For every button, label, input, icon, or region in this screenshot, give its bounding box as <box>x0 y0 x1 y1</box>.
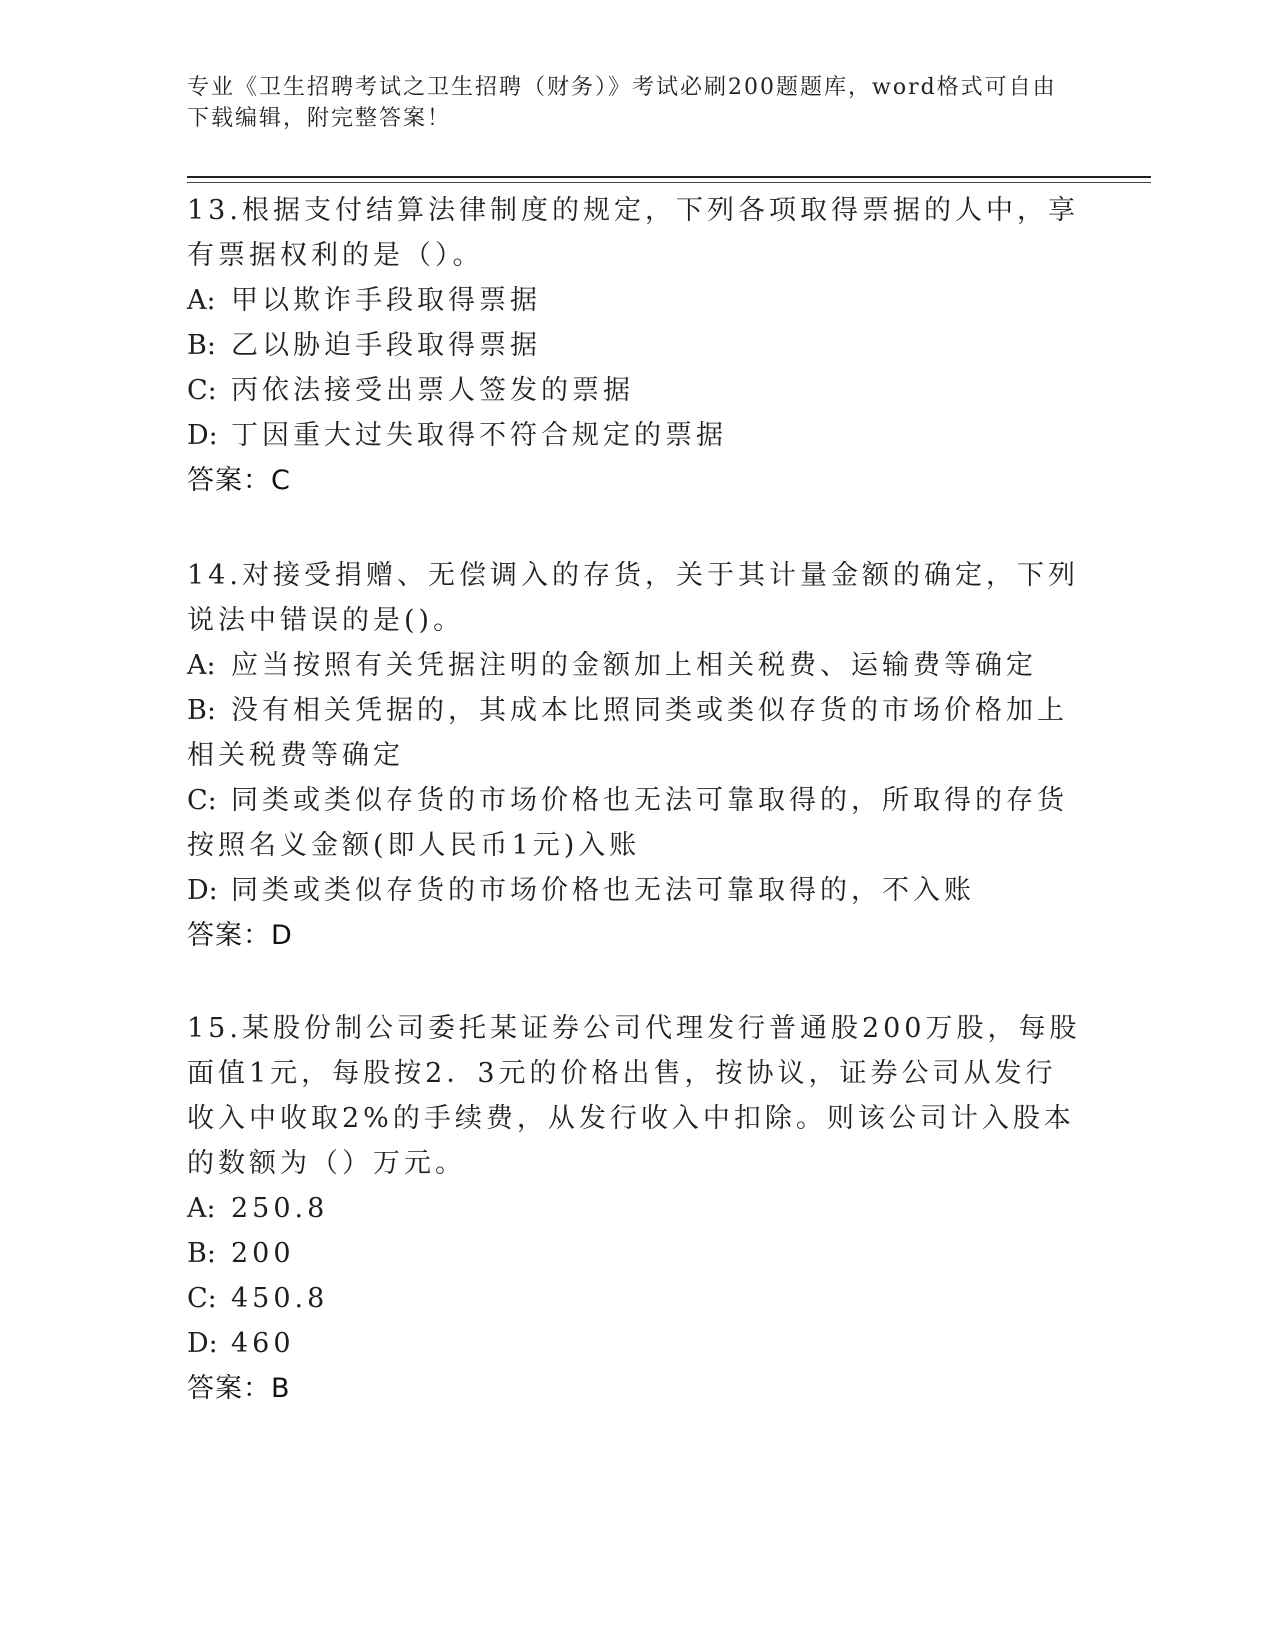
option-letter: B: <box>187 695 216 726</box>
option-letter: A: <box>187 285 216 316</box>
option-text: 丙依法接受出票人签发的票据 <box>231 375 634 406</box>
option-text: 同类或类似存货的市场价格也无法可靠取得的，所取得的存货按照名义金额(即人民币1元)入账 <box>187 785 1068 861</box>
option-a <box>187 1186 1087 1231</box>
option-d <box>187 868 1087 913</box>
option-c <box>187 368 1087 413</box>
option-a <box>187 278 1087 323</box>
option-text: 应当按照有关凭据注明的金额加上相关税费、运输费等确定 <box>231 650 1037 681</box>
option-text: 250.8 <box>231 1193 329 1224</box>
option-c <box>187 778 1087 868</box>
header-divider-thin <box>187 182 1151 183</box>
option-letter: C: <box>187 1283 217 1314</box>
option-letter: C: <box>187 785 217 816</box>
option-text: 乙以胁迫手段取得票据 <box>231 330 541 361</box>
header-divider-thick <box>187 176 1151 178</box>
question-15 <box>187 1006 1087 1411</box>
answer-line: 答案：C <box>187 465 291 496</box>
option-b <box>187 688 1087 778</box>
option-text: 丁因重大过失取得不符合规定的票据 <box>231 420 727 451</box>
option-text: 同类或类似存货的市场价格也无法可靠取得的，不入账 <box>231 875 975 906</box>
option-letter: C: <box>187 375 217 406</box>
header-note: 专业《卫生招聘考试之卫生招聘（财务）》考试必刷200题题库，word格式可自由下载编辑，附完整答案！ <box>187 75 1057 131</box>
option-letter: D: <box>187 1328 218 1359</box>
option-letter: B: <box>187 1238 216 1269</box>
answer-line: 答案：D <box>187 920 293 951</box>
option-c <box>187 1276 1087 1321</box>
question-stem: 14.对接受捐赠、无偿调入的存货，关于其计量金额的确定，下列说法中错误的是()。 <box>187 560 1079 636</box>
option-b <box>187 323 1087 368</box>
question-stem: 13.根据支付结算法律制度的规定，下列各项取得票据的人中，享有票据权利的是（）。 <box>187 195 1079 271</box>
question-stem: 15.某股份制公司委托某证券公司代理发行普通股200万股，每股面值1元，每股按2．3元的价格出售，按协议，证券公司从发行收入中收取2%的手续费，从发行收入中扣除。则该公司计入股本的数额为（）万元。 <box>187 1013 1081 1179</box>
option-letter: A: <box>187 650 216 681</box>
option-text: 450.8 <box>231 1283 329 1314</box>
option-text: 200 <box>231 1238 295 1269</box>
question-14 <box>187 553 1087 958</box>
option-d <box>187 1321 1087 1366</box>
question-13 <box>187 188 1087 503</box>
option-text: 没有相关凭据的，其成本比照同类或类似存货的市场价格加上相关税费等确定 <box>187 695 1068 771</box>
option-d <box>187 413 1087 458</box>
option-letter: A: <box>187 1193 216 1224</box>
option-b <box>187 1231 1087 1276</box>
option-text: 甲以欺诈手段取得票据 <box>231 285 541 316</box>
answer-line: 答案：B <box>187 1373 291 1404</box>
option-letter: B: <box>187 330 216 361</box>
option-letter: D: <box>187 420 218 451</box>
option-text: 460 <box>231 1328 295 1359</box>
option-letter: D: <box>187 875 218 906</box>
option-a <box>187 643 1087 688</box>
